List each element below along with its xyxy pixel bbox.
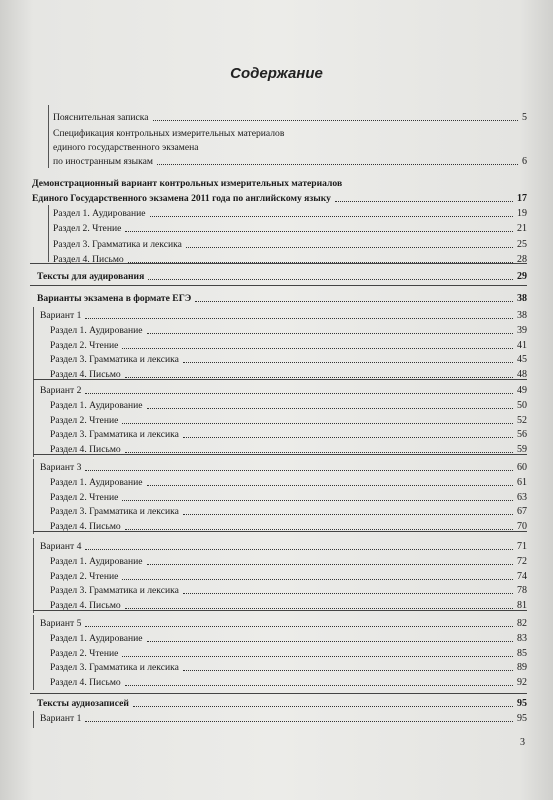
entry-page-number: 25 xyxy=(517,238,527,250)
dot-leader xyxy=(85,318,513,319)
group-bracket-line xyxy=(33,538,34,613)
dot-leader xyxy=(186,247,513,248)
entry-title: Раздел 3. Грамматика и лексика xyxy=(50,506,179,518)
entry-page-number: 74 xyxy=(517,570,527,582)
entry-title: Раздел 2. Чтение xyxy=(50,570,119,582)
toc-entry-spec xyxy=(53,155,527,168)
toc-entry-section xyxy=(50,353,527,366)
toc-entry-demo xyxy=(32,192,527,205)
group-bracket-line xyxy=(33,382,34,457)
entry-title: Вариант 4 xyxy=(40,541,82,552)
entry-title: Раздел 1. Аудирование xyxy=(50,476,143,488)
toc-entry-section xyxy=(50,476,527,489)
separator-line xyxy=(33,379,527,380)
toc-entry-section xyxy=(50,555,527,568)
entry-page-number: 41 xyxy=(517,339,527,351)
entry-page-number: 48 xyxy=(517,369,527,381)
dot-leader xyxy=(122,348,513,349)
entry-title: Раздел 4. Письмо xyxy=(50,444,121,456)
separator-line xyxy=(30,263,527,264)
entry-page-number: 19 xyxy=(517,208,527,219)
entry-title: Раздел 4. Письмо xyxy=(53,253,124,265)
toc-entry-variant xyxy=(40,712,527,725)
toc-entry-section xyxy=(50,505,527,518)
toc-entry-section xyxy=(50,324,527,337)
toc-entry-section xyxy=(50,570,527,583)
entry-title: Вариант 1 xyxy=(40,310,82,321)
dot-leader xyxy=(85,626,513,627)
entry-page-number: 59 xyxy=(517,444,527,456)
entry-title: Вариант 2 xyxy=(40,385,82,396)
separator-line xyxy=(33,454,527,455)
entry-title: Раздел 3. Грамматика и лексика xyxy=(50,662,179,674)
dot-leader xyxy=(183,593,513,594)
dot-leader xyxy=(153,120,518,121)
toc-entry-section xyxy=(50,339,527,352)
entry-page-number: 39 xyxy=(517,324,527,336)
entry-page-number: 71 xyxy=(517,541,527,552)
dot-leader xyxy=(147,333,513,334)
dot-leader xyxy=(195,301,513,302)
entry-title: Раздел 4. Письмо xyxy=(50,369,121,381)
entry-page-number: 70 xyxy=(517,521,527,533)
dot-leader xyxy=(122,500,513,501)
dot-leader xyxy=(122,423,513,424)
entry-title: Раздел 3. Грамматика и лексика xyxy=(50,354,179,366)
entry-page-number: 72 xyxy=(517,555,527,567)
entry-page-number: 95 xyxy=(517,698,527,709)
entry-title: Раздел 2. Чтение xyxy=(50,647,119,659)
entry-page-number: 92 xyxy=(517,677,527,689)
entry-title: Вариант 1 xyxy=(40,713,82,724)
separator-line xyxy=(30,285,527,286)
entry-page-number: 49 xyxy=(517,385,527,396)
toc-entry-variant xyxy=(40,540,527,553)
toc-entry-section xyxy=(50,661,527,674)
entry-title: Тексты аудиозаписей xyxy=(37,698,129,709)
toc-entry-exam-variants xyxy=(37,292,527,305)
entry-title: Раздел 3. Грамматика и лексика xyxy=(53,238,182,250)
dot-leader xyxy=(183,437,513,438)
demo-heading: Демонстрационный вариант контрольных измерительных материалов xyxy=(32,178,343,189)
entry-page-number: 45 xyxy=(517,354,527,366)
dot-leader xyxy=(183,670,513,671)
separator-line xyxy=(30,693,527,694)
dot-leader xyxy=(148,279,513,280)
separator-line xyxy=(33,610,527,611)
dot-leader xyxy=(183,362,513,363)
entry-title: Раздел 1. Аудирование xyxy=(50,632,143,644)
dot-leader xyxy=(85,721,513,722)
group-bracket-line xyxy=(48,205,49,262)
toc-entry-section xyxy=(50,584,527,597)
entry-page-number: 81 xyxy=(517,600,527,612)
toc-entry-variant xyxy=(40,309,527,322)
toc-entry-audio-texts xyxy=(37,270,527,283)
toc-entry-section xyxy=(50,399,527,412)
entry-title: Раздел 2. Чтение xyxy=(50,491,119,503)
toc-entry-section xyxy=(50,676,527,689)
dot-leader xyxy=(122,656,513,657)
entry-title: Раздел 1. Аудирование xyxy=(50,399,143,411)
entry-title: Раздел 1. Аудирование xyxy=(53,208,146,219)
entry-title: Пояснительная записка xyxy=(53,112,149,123)
entry-page-number: 61 xyxy=(517,476,527,488)
toc-entry-variant xyxy=(40,384,527,397)
toc-entry-section xyxy=(53,207,527,220)
dot-leader xyxy=(183,514,513,515)
group-bracket-line xyxy=(33,459,34,534)
entry-title: Раздел 3. Грамматика и лексика xyxy=(50,585,179,597)
entry-title: Раздел 4. Письмо xyxy=(50,677,121,689)
group-bracket-line xyxy=(33,307,34,382)
dot-leader xyxy=(335,201,513,202)
entry-page-number: 78 xyxy=(517,585,527,597)
dot-leader xyxy=(147,641,513,642)
separator-line xyxy=(33,531,527,532)
entry-page-number: 38 xyxy=(517,310,527,321)
entry-title: Раздел 4. Письмо xyxy=(50,600,121,612)
entry-page-number: 50 xyxy=(517,399,527,411)
entry-page-number: 21 xyxy=(517,223,527,235)
toc-entry-section xyxy=(50,428,527,441)
entry-page-number: 85 xyxy=(517,647,527,659)
toc-entry-section xyxy=(53,222,527,235)
dot-leader xyxy=(147,564,513,565)
group-bracket-line xyxy=(48,105,49,168)
entry-title: Варианты экзамена в формате ЕГЭ xyxy=(37,293,192,304)
entry-page-number: 56 xyxy=(517,429,527,441)
entry-page-number: 67 xyxy=(517,506,527,518)
dot-leader xyxy=(157,164,518,165)
entry-page-number: 29 xyxy=(517,271,527,282)
entry-title: по иностранным языкам xyxy=(53,156,153,167)
entry-page-number: 52 xyxy=(517,414,527,426)
entry-title: Раздел 1. Аудирование xyxy=(50,555,143,567)
dot-leader xyxy=(85,393,513,394)
page-title: Содержание xyxy=(230,65,323,82)
entry-page-number: 6 xyxy=(522,156,527,167)
dot-leader xyxy=(122,579,513,580)
entry-page-number: 83 xyxy=(517,632,527,644)
entry-title: Вариант 3 xyxy=(40,462,82,473)
dot-leader xyxy=(85,549,513,550)
entry-title: Раздел 4. Письмо xyxy=(50,521,121,533)
dot-leader xyxy=(125,231,513,232)
toc-entry-variant xyxy=(40,461,527,474)
toc-entry-section xyxy=(50,647,527,660)
group-bracket-line xyxy=(33,711,34,728)
toc-entry-recordings xyxy=(37,697,527,710)
spec-line: единого государственного экзамена xyxy=(53,142,199,153)
entry-page-number: 5 xyxy=(522,112,527,123)
entry-page-number: 38 xyxy=(517,293,527,304)
entry-page-number: 63 xyxy=(517,491,527,503)
toc-entry-note xyxy=(53,111,527,124)
entry-title: Раздел 2. Чтение xyxy=(53,223,122,235)
entry-title: Вариант 5 xyxy=(40,618,82,629)
entry-title: Тексты для аудирования xyxy=(37,271,145,282)
dot-leader xyxy=(133,706,513,707)
entry-page-number: 28 xyxy=(517,253,527,265)
spec-line: Спецификация контрольных измерительных материалов xyxy=(53,128,285,139)
page-number: 3 xyxy=(520,737,525,748)
dot-leader xyxy=(125,685,513,686)
entry-page-number: 60 xyxy=(517,462,527,473)
dot-leader xyxy=(147,485,513,486)
toc-entry-section xyxy=(50,491,527,504)
entry-title: Раздел 1. Аудирование xyxy=(50,324,143,336)
toc-entry-variant xyxy=(40,617,527,630)
group-bracket-line xyxy=(33,615,34,690)
toc-entry-section xyxy=(50,414,527,427)
entry-title: Раздел 2. Чтение xyxy=(50,414,119,426)
entry-page-number: 17 xyxy=(517,193,527,204)
entry-page-number: 89 xyxy=(517,662,527,674)
entry-page-number: 95 xyxy=(517,713,527,724)
entry-title: Единого Государственного экзамена 2011 года по английскому языку xyxy=(32,193,331,204)
dot-leader xyxy=(85,470,513,471)
dot-leader xyxy=(150,216,513,217)
entry-title: Раздел 3. Грамматика и лексика xyxy=(50,429,179,441)
entry-page-number: 82 xyxy=(517,618,527,629)
dot-leader xyxy=(147,408,513,409)
entry-title: Раздел 2. Чтение xyxy=(50,339,119,351)
toc-entry-section xyxy=(50,632,527,645)
toc-entry-section xyxy=(53,238,527,251)
